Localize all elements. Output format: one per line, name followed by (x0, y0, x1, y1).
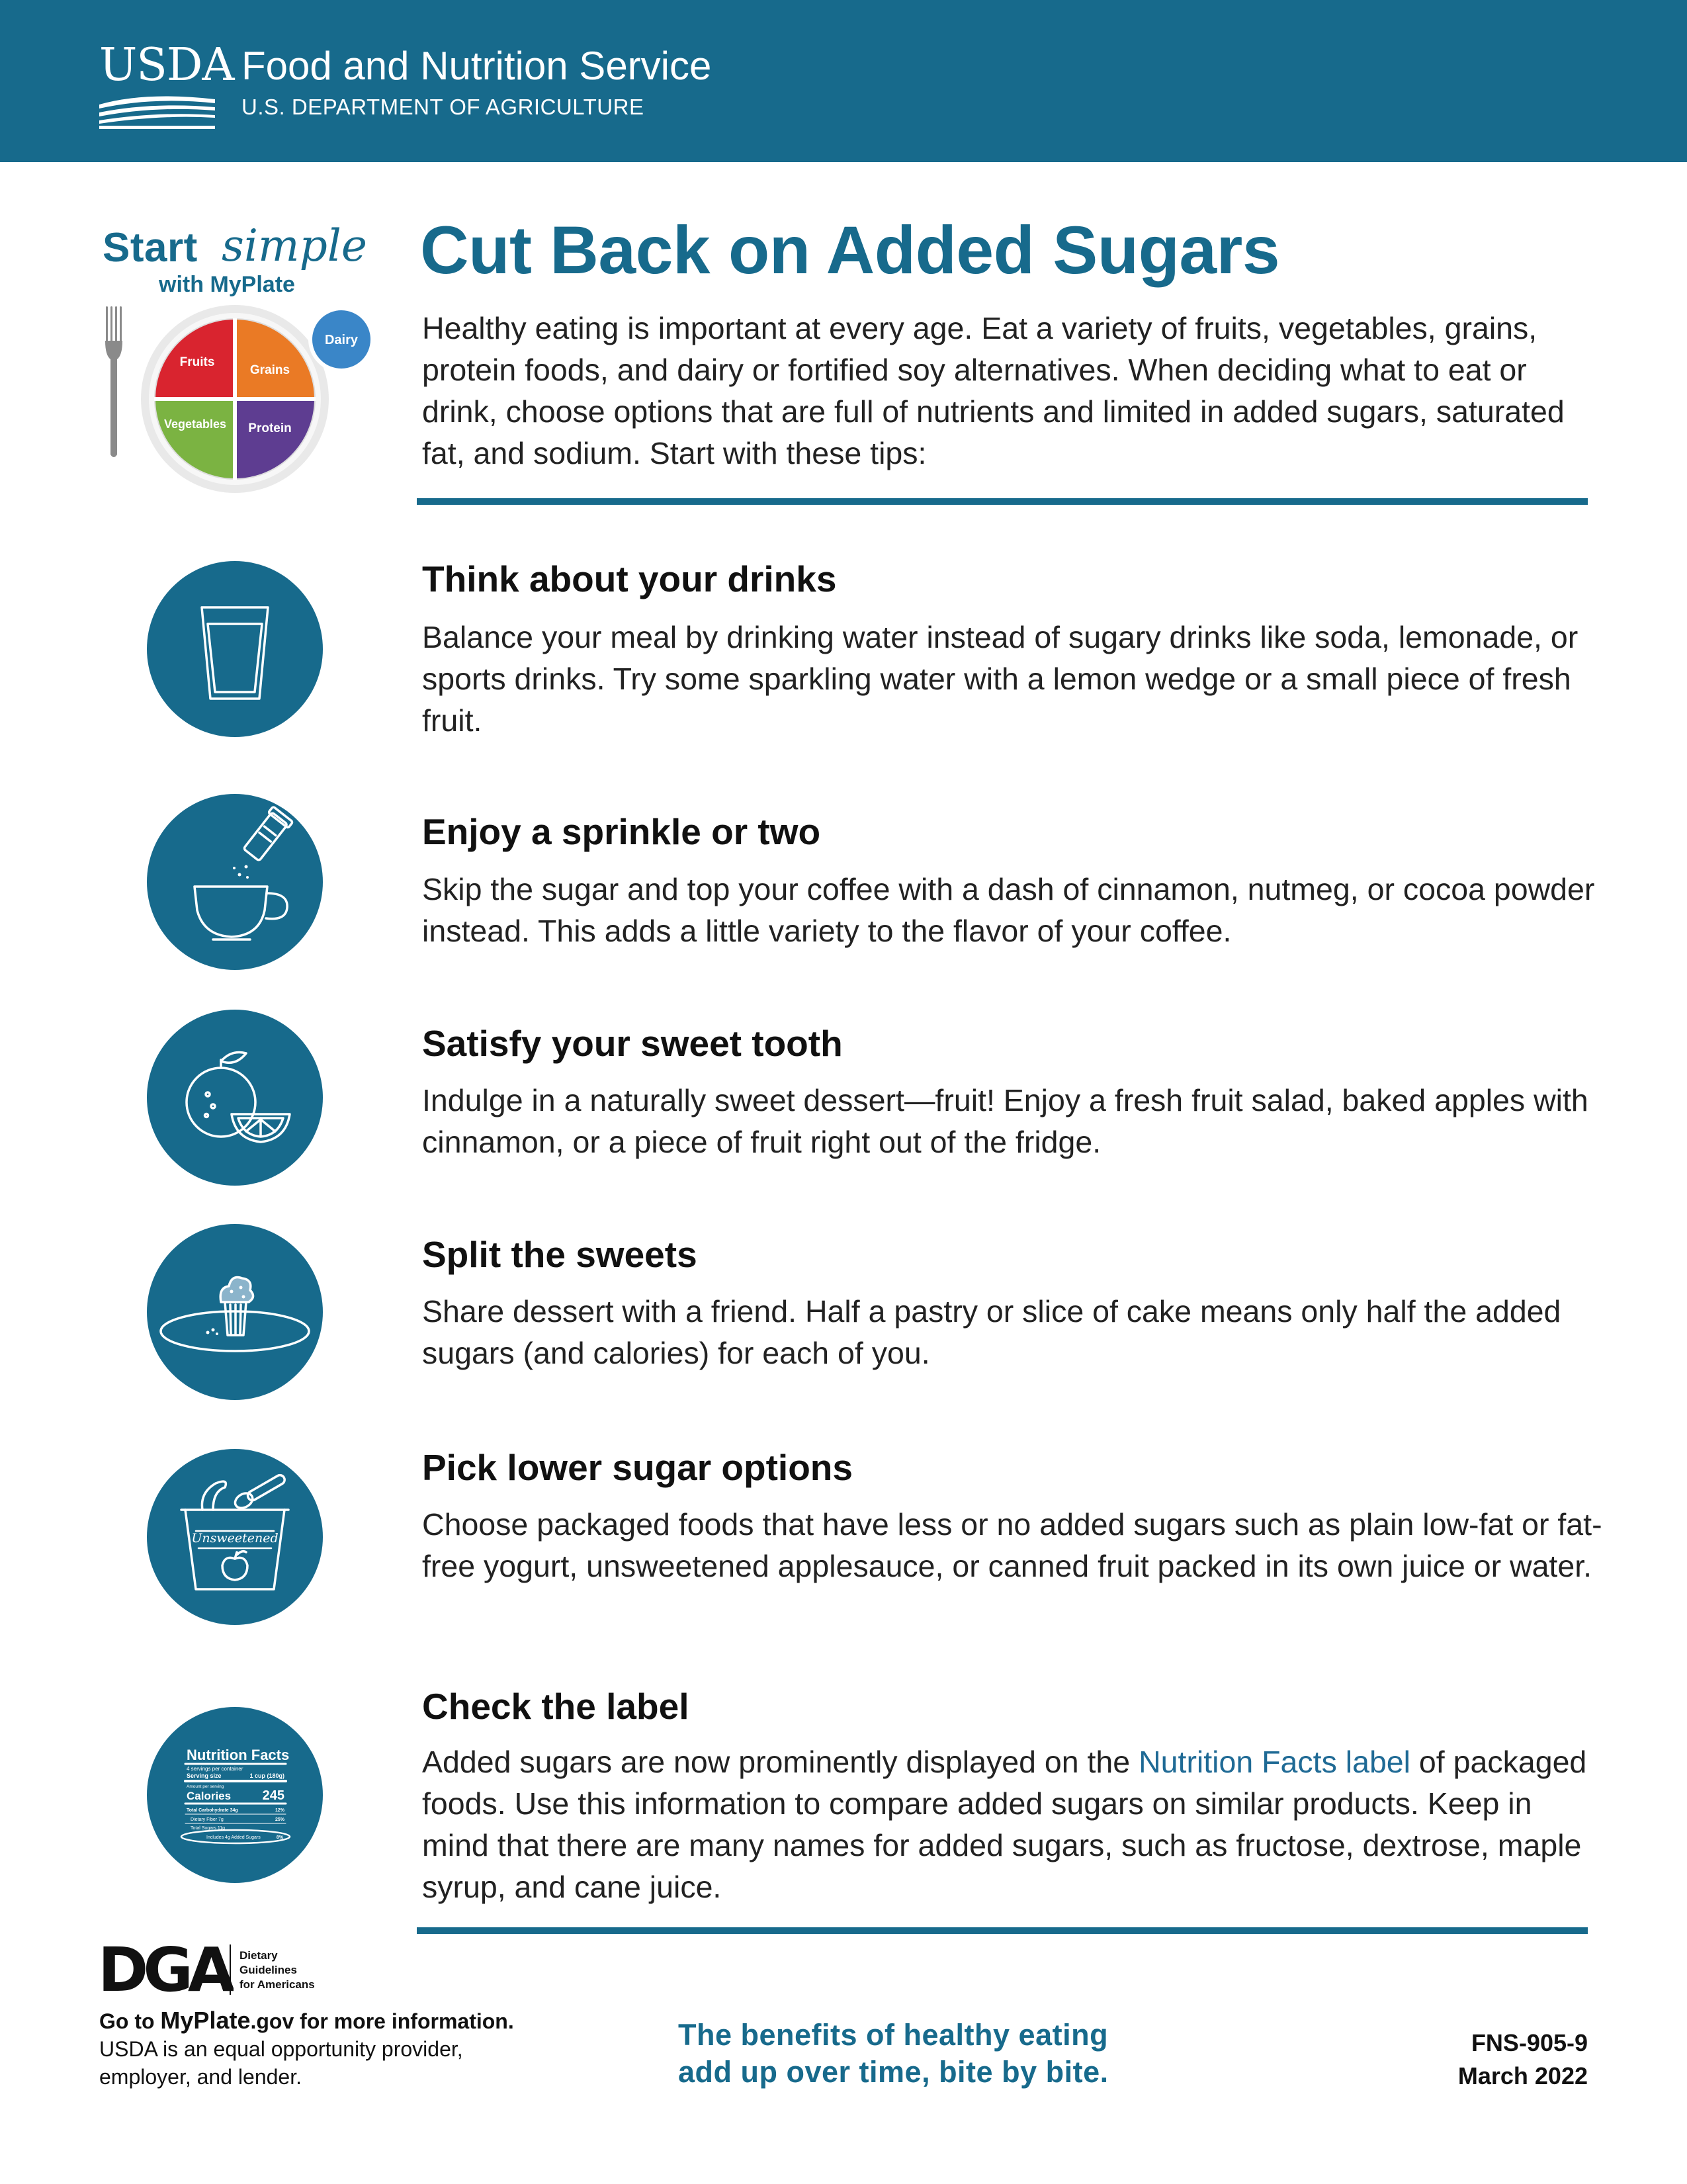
logo-simple-text: simple (222, 220, 367, 271)
usda-logo-text: USDA (99, 39, 234, 91)
tip-body-drinks: Balance your meal by drinking water instead of sugary drinks like soda, lemonade, or sports drinks. Try some sparkling water with a lemon wedge or a small piece of fresh fruit. (422, 620, 1579, 738)
dga-caption-line: Guidelines (239, 1964, 297, 1976)
check-label-text-before: Added sugars are now prominently displayed on the (422, 1745, 1139, 1779)
nf-row-label: Total Sugars 11g (191, 1826, 226, 1831)
document-date: March 2022 (1457, 2062, 1588, 2089)
bottom-divider (417, 1927, 1588, 1934)
plate-grains-label: Grains (249, 363, 290, 377)
drinking-glass-icon (147, 561, 323, 737)
footer-tagline (678, 2017, 1109, 2091)
logo-start-text: Start (103, 225, 198, 271)
usda-swoosh-icon (99, 93, 215, 129)
nf-servings: 4 servings per container (187, 1766, 243, 1772)
tagline-line: add up over time, bite by bite. (678, 2055, 1109, 2089)
page-title: Cut Back on Added Sugars (420, 212, 1280, 288)
nf-serving-size-label: Serving size (187, 1772, 222, 1779)
nf-calories-label: Calories (187, 1790, 232, 1802)
logo-with-myplate (159, 271, 295, 298)
nutrition-facts-label-icon (147, 1707, 323, 1883)
tip-heading-sweet-tooth: Satisfy your sweet tooth (422, 1023, 843, 1064)
document-id (1416, 2027, 1588, 2093)
dga-logo (98, 1942, 234, 1996)
start-simple-myplate-logo (93, 218, 377, 509)
nf-row-value: 25% (275, 1817, 284, 1822)
tagline-line: The benefits of healthy eating (678, 2018, 1109, 2052)
tip-body-check-label (422, 1741, 1606, 1908)
usda-logo[interactable] (99, 39, 234, 129)
tip-body-lower-sugar: Choose packaged foods that have less or no added sugars such as plain low-fat or fat-free yogurt, unsweetened applesauce, or canned fruit packed in its own juice or water. (422, 1507, 1602, 1583)
plate-vegetables-label: Vegetables (163, 417, 227, 431)
tip-body-sweet-tooth: Indulge in a naturally sweet dessert—fruit! Enjoy a fresh fruit salad, baked apples with cinnamon, or a piece of fruit right out of the fridge. (422, 1083, 1588, 1159)
nf-calories-value: 245 (262, 1788, 284, 1803)
logo-myplate-text: MyPlate (210, 272, 295, 297)
yogurt-unsweetened-label: Unsweetened (191, 1531, 279, 1546)
footer-info (99, 2007, 514, 2091)
nf-row-value: 12% (275, 1808, 284, 1813)
dga-logo-text: DGA (98, 1942, 230, 1996)
plate-dairy-label: Dairy (324, 333, 359, 347)
equal-opportunity-line: employer, and lender. (99, 2065, 302, 2089)
tip-heading-sprinkle: Enjoy a sprinkle or two (422, 811, 821, 852)
nf-serving-size-value: 1 cup (180g) (249, 1772, 284, 1779)
go-to-suffix: .gov for more information. (250, 2009, 514, 2033)
yogurt-cup-icon (147, 1449, 323, 1625)
plate-protein-label: Protein (248, 421, 292, 435)
logo-with-text: with (159, 272, 204, 297)
intro-paragraph: Healthy eating is important at every age. Eat a variety of fruits, vegetables, grains, protein foods, and dairy or fortified soy alternatives. When deciding what to eat or drink, choose options that are full of nutrients and limited in added sugars, saturated fat, and sodium. Start with these tips: (422, 311, 1565, 470)
myplate-plate-icon (93, 301, 377, 500)
tip-heading-check-label: Check the label (422, 1686, 689, 1727)
coffee-cup-shaker-icon (147, 794, 323, 970)
page-header (0, 0, 1687, 162)
cupcake-plate-icon (147, 1224, 323, 1400)
orange-fruit-icon (147, 1010, 323, 1186)
tip-body-split-sweets: Share dessert with a friend. Half a pastry or slice of cake means only half the added sugars (and calories) for each of you. (422, 1294, 1561, 1370)
agency-name: Food and Nutrition Service (241, 44, 712, 88)
go-to-prefix: Go to (99, 2009, 161, 2033)
check-label-text-after: of packaged foods. Use this information to compare added sugars on similar products. Keep in mind that there are many names for added sugars, such as fructose, dextrose, maple syrup, and cane juice. (422, 1745, 1587, 1904)
dga-caption-line: Dietary (239, 1949, 278, 1962)
tip-heading-lower-sugar: Pick lower sugar options (422, 1447, 853, 1488)
dga-logo-caption (239, 1948, 315, 1992)
nf-row-label: Total Carbohydrate 34g (187, 1808, 238, 1813)
nf-added-sugars-value: 8% (276, 1835, 283, 1840)
myplate-link[interactable]: MyPlate (160, 2007, 251, 2034)
myplate-info-line (99, 2007, 514, 2035)
nf-added-sugars-label: Includes 4g Added Sugars (206, 1835, 261, 1840)
plate-fruits-label: Fruits (179, 355, 215, 369)
equal-opportunity-line: USDA is an equal opportunity provider, (99, 2037, 463, 2061)
tip-heading-drinks: Think about your drinks (422, 558, 837, 599)
tip-heading-split-sweets: Split the sweets (422, 1234, 697, 1275)
top-divider (417, 498, 1588, 505)
nf-row-label: Dietary Fiber 7g (191, 1817, 224, 1822)
nutrition-facts-label-link[interactable]: Nutrition Facts label (1139, 1745, 1410, 1779)
department-name: U.S. DEPARTMENT OF AGRICULTURE (241, 95, 644, 119)
document-number: FNS-905-9 (1471, 2029, 1588, 2056)
nf-amount: Amount per serving (187, 1784, 224, 1789)
tip-body-sprinkle: Skip the sugar and top your coffee with a dash of cinnamon, nutmeg, or cocoa powder instead. This adds a little variety to the flavor of your coffee. (422, 872, 1595, 948)
nf-title: Nutrition Facts (187, 1747, 290, 1763)
dga-caption-line: for Americans (239, 1978, 315, 1991)
